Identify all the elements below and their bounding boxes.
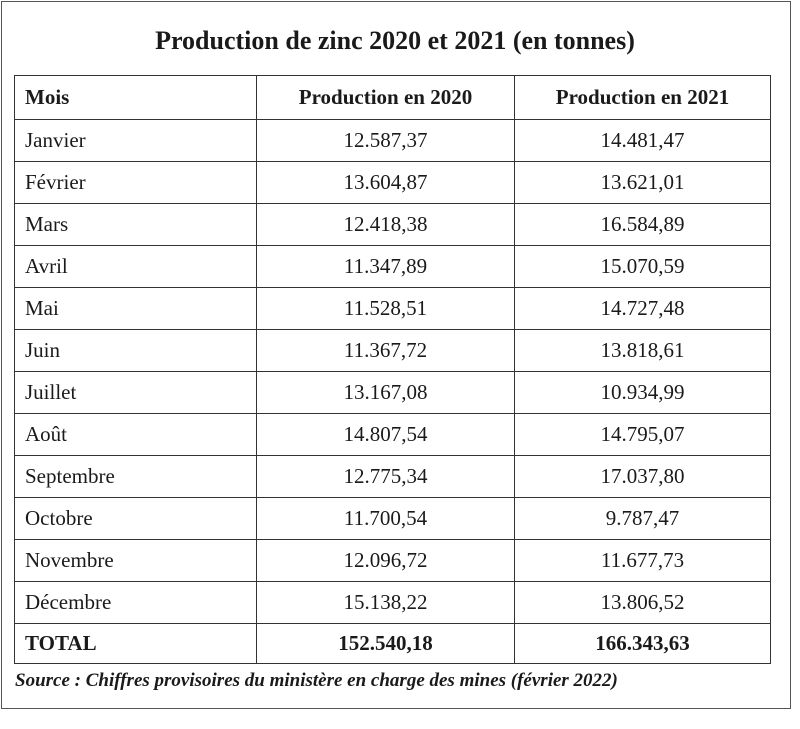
value-2020-cell: 12.775,34 [257, 456, 515, 498]
value-2021-cell: 9.787,47 [515, 498, 771, 540]
table-row [15, 288, 771, 330]
value-2020-cell: 13.167,08 [257, 372, 515, 414]
value-2020-cell: 11.700,54 [257, 498, 515, 540]
header-month: Mois [15, 76, 257, 120]
total-2020-cell: 152.540,18 [257, 624, 515, 664]
table-row [15, 330, 771, 372]
value-2021-cell: 14.795,07 [515, 414, 771, 456]
total-row [15, 624, 771, 664]
page-title: Production de zinc 2020 et 2021 (en tonnes) [155, 26, 635, 55]
value-2020-cell: 11.347,89 [257, 246, 515, 288]
value-2020-cell: 11.367,72 [257, 330, 515, 372]
table-header-row [15, 76, 771, 120]
value-2021-cell: 14.481,47 [515, 120, 771, 162]
value-2021-cell: 17.037,80 [515, 456, 771, 498]
total-2021-cell: 166.343,63 [515, 624, 771, 664]
value-2020-cell: 11.528,51 [257, 288, 515, 330]
value-2020-cell: 14.807,54 [257, 414, 515, 456]
value-2020-cell: 13.604,87 [257, 162, 515, 204]
table-row [15, 540, 771, 582]
value-2021-cell: 16.584,89 [515, 204, 771, 246]
value-2021-cell: 11.677,73 [515, 540, 771, 582]
month-cell: Octobre [15, 498, 257, 540]
table-row [15, 372, 771, 414]
month-cell: Septembre [15, 456, 257, 498]
production-table [14, 75, 771, 664]
month-cell: Janvier [15, 120, 257, 162]
header-production-2021: Production en 2021 [515, 76, 771, 120]
table-row [15, 582, 771, 624]
value-2020-cell: 15.138,22 [257, 582, 515, 624]
month-cell: Décembre [15, 582, 257, 624]
month-cell: Février [15, 162, 257, 204]
table-row [15, 414, 771, 456]
header-production-2020: Production en 2020 [257, 76, 515, 120]
source-note: Source : Chiffres provisoires du ministère en charge des mines (février 2022) [15, 670, 618, 691]
month-cell: Août [15, 414, 257, 456]
month-cell: Mai [15, 288, 257, 330]
table-row [15, 120, 771, 162]
value-2021-cell: 15.070,59 [515, 246, 771, 288]
value-2020-cell: 12.418,38 [257, 204, 515, 246]
value-2021-cell: 14.727,48 [515, 288, 771, 330]
table-row [15, 162, 771, 204]
value-2021-cell: 13.621,01 [515, 162, 771, 204]
value-2021-cell: 13.818,61 [515, 330, 771, 372]
month-cell: Mars [15, 204, 257, 246]
table-row [15, 456, 771, 498]
value-2021-cell: 13.806,52 [515, 582, 771, 624]
month-cell: Juin [15, 330, 257, 372]
table-row [15, 204, 771, 246]
value-2020-cell: 12.587,37 [257, 120, 515, 162]
value-2021-cell: 10.934,99 [515, 372, 771, 414]
table-row [15, 246, 771, 288]
month-cell: Juillet [15, 372, 257, 414]
total-label: TOTAL [15, 624, 257, 664]
month-cell: Avril [15, 246, 257, 288]
month-cell: Novembre [15, 540, 257, 582]
table-row [15, 498, 771, 540]
value-2020-cell: 12.096,72 [257, 540, 515, 582]
